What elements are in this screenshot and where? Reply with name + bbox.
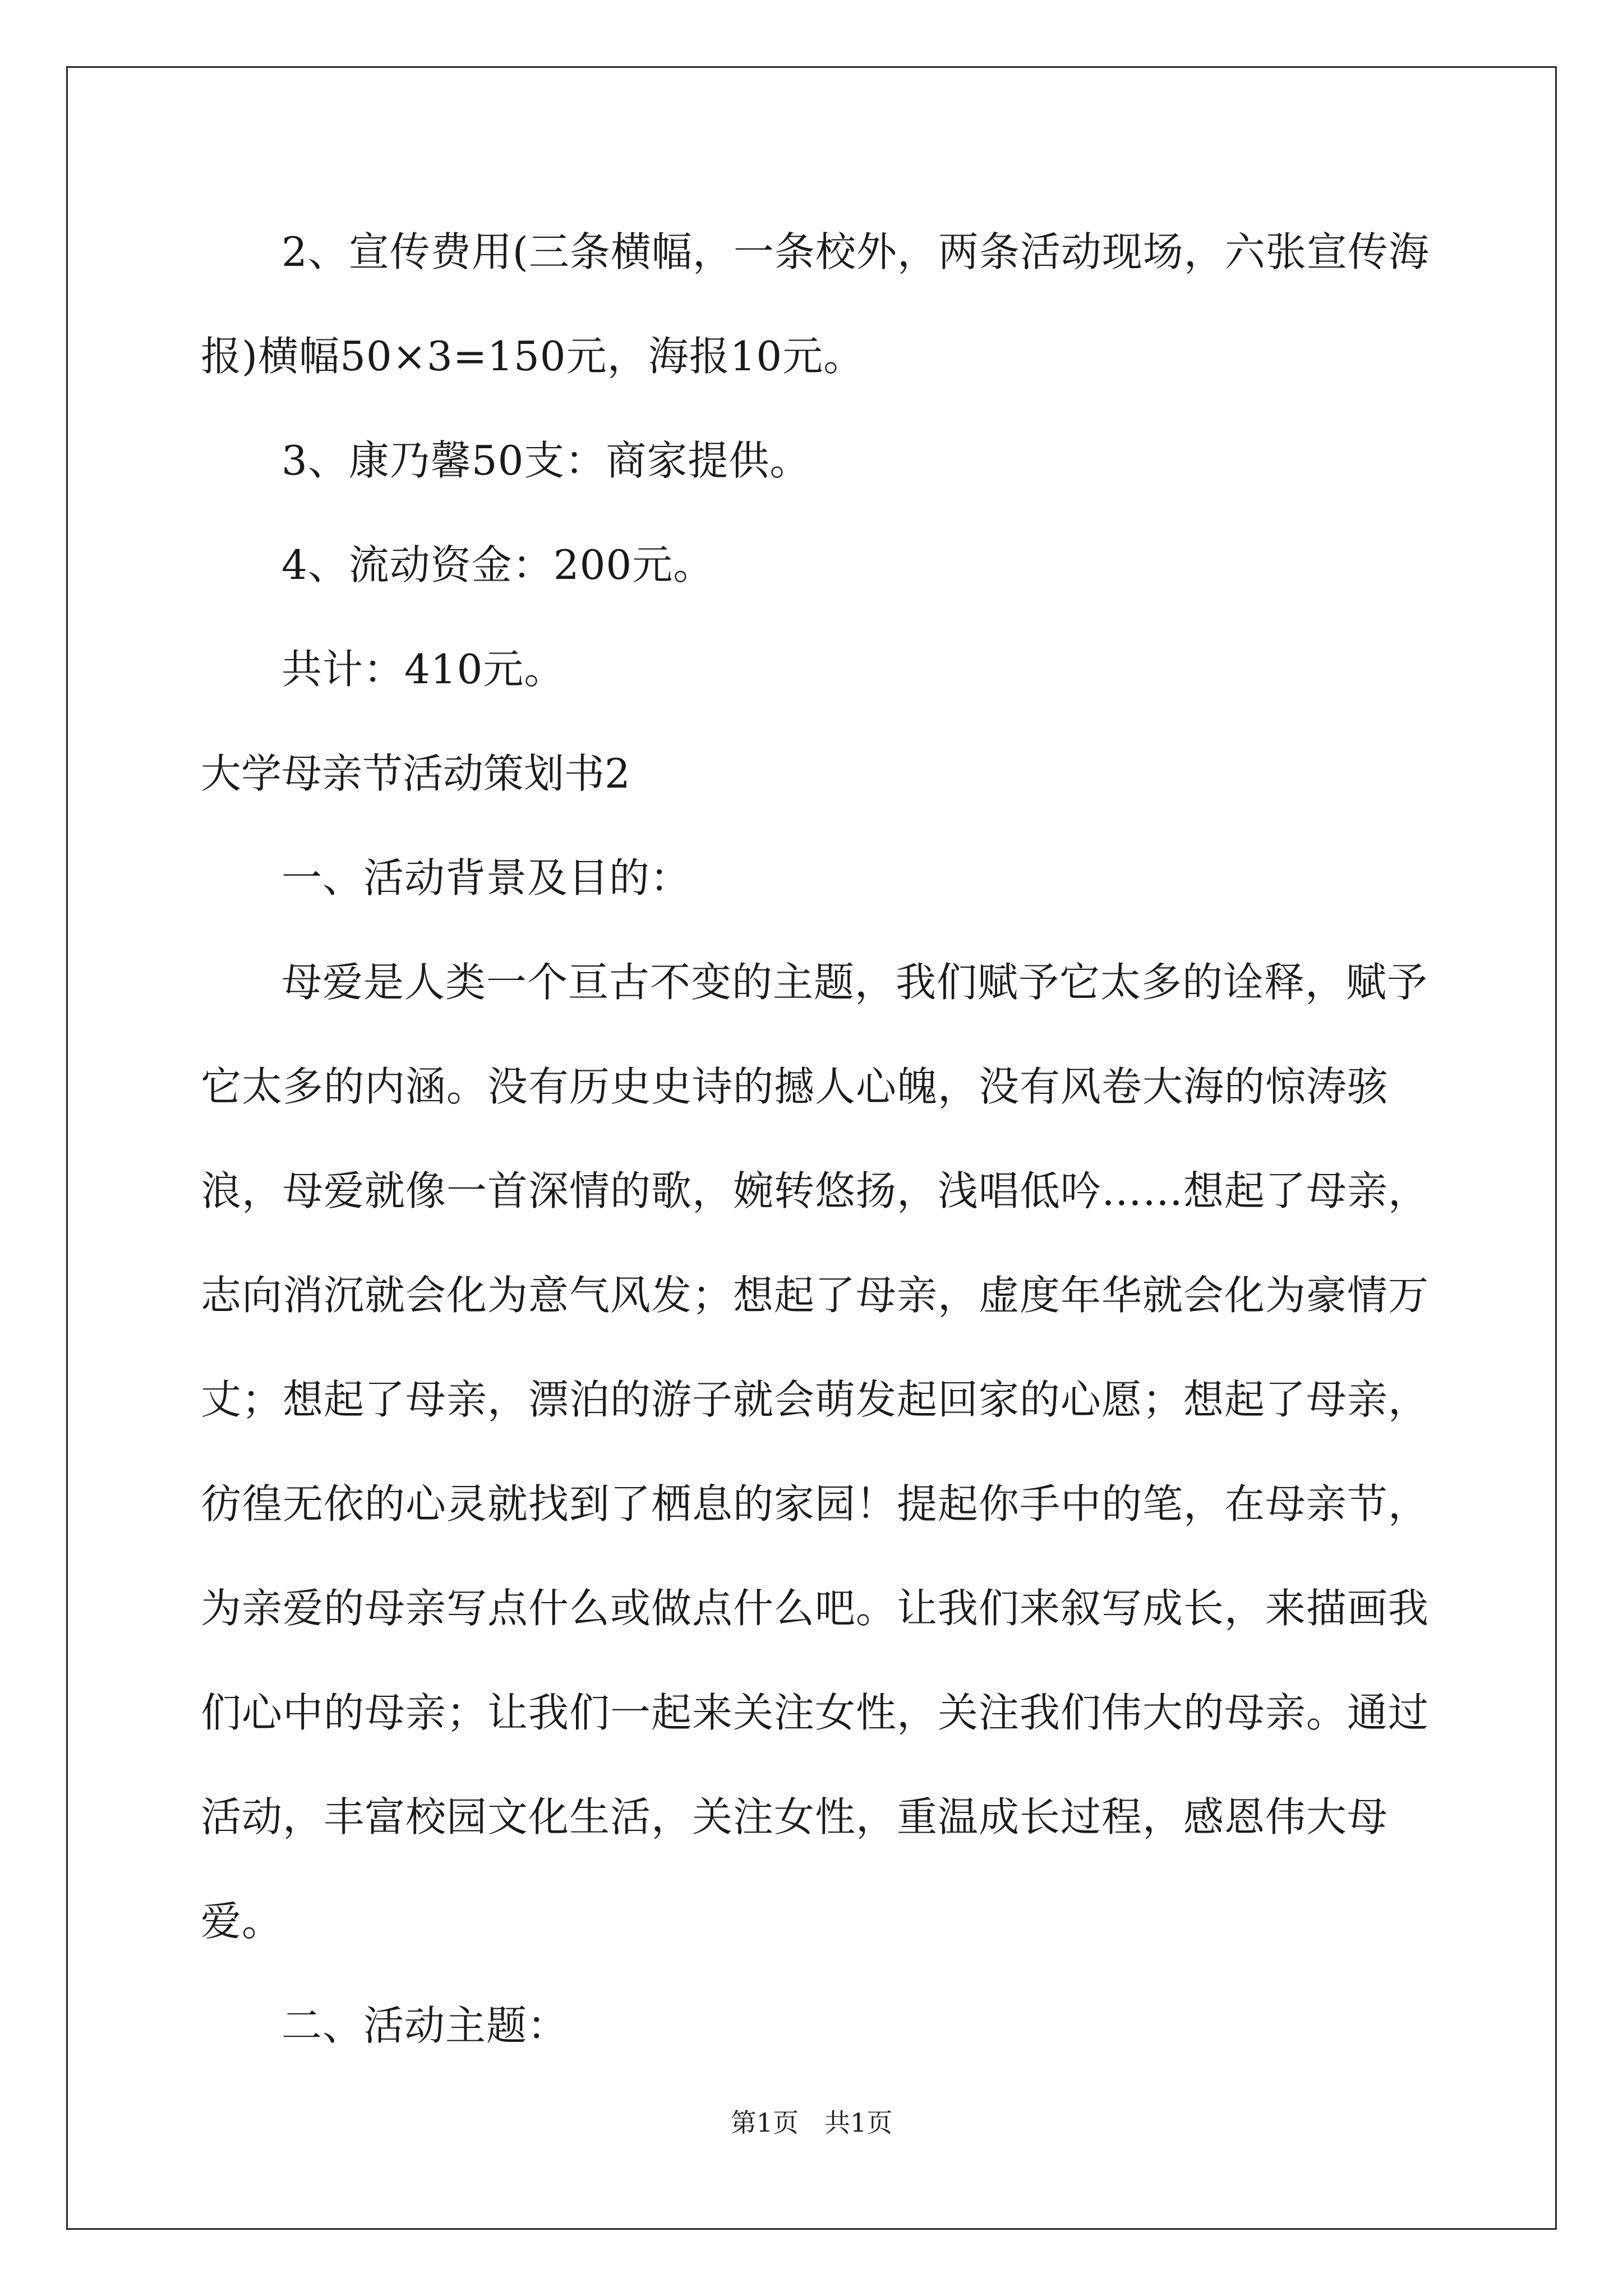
section-title: 大学母亲节活动策划书2 [201, 750, 630, 797]
page-footer [0, 2102, 1623, 2139]
paragraph-carnations: 3、康乃馨50支：商家提供。 [282, 437, 811, 484]
heading-background-purpose: 一、活动背景及目的： [282, 854, 691, 901]
page-number: 第1页 [730, 2108, 799, 2138]
page-total: 共1页 [824, 2108, 893, 2138]
paragraph-working-capital: 4、流动资金：200元。 [282, 541, 714, 588]
paragraph-background-body: 母爱是人类一个亘古不变的主题，我们赋予它太多的诠释，赋予它太多的内涵。没有历史史诗的撼人心魄，没有风卷大海的惊涛骇浪，母爱就像一首深情的歌，婉转悠扬，浅唱低吟……想起了母亲，志向消沉就会化为意气风发；想起了母亲，虚度年华就会化为豪情万丈；想起了母亲，漂泊的游子就会萌发起回家的心愿；想起了母亲，彷徨无依的心灵就找到了栖息的家园！提起你手中的笔，在母亲节，为亲爱的母亲写点什么或做点什么吧。让我们来叙写成长，来描画我们心中的母亲；让我们一起来关注女性，关注我们伟大的母亲。通过活动，丰富校园文化生活，关注女性，重温成长过程，感恩伟大母爱。 [201, 959, 1430, 1945]
paragraph-publicity-cost: 2、宣传费用(三条横幅，一条校外，两条活动现场，六张宣传海报)横幅50×3=150元，海报10元。 [201, 228, 1430, 380]
paragraph-total: 共计：410元。 [282, 646, 565, 693]
document-body [201, 200, 1435, 2078]
heading-activity-theme: 二、活动主题： [282, 2002, 569, 2049]
